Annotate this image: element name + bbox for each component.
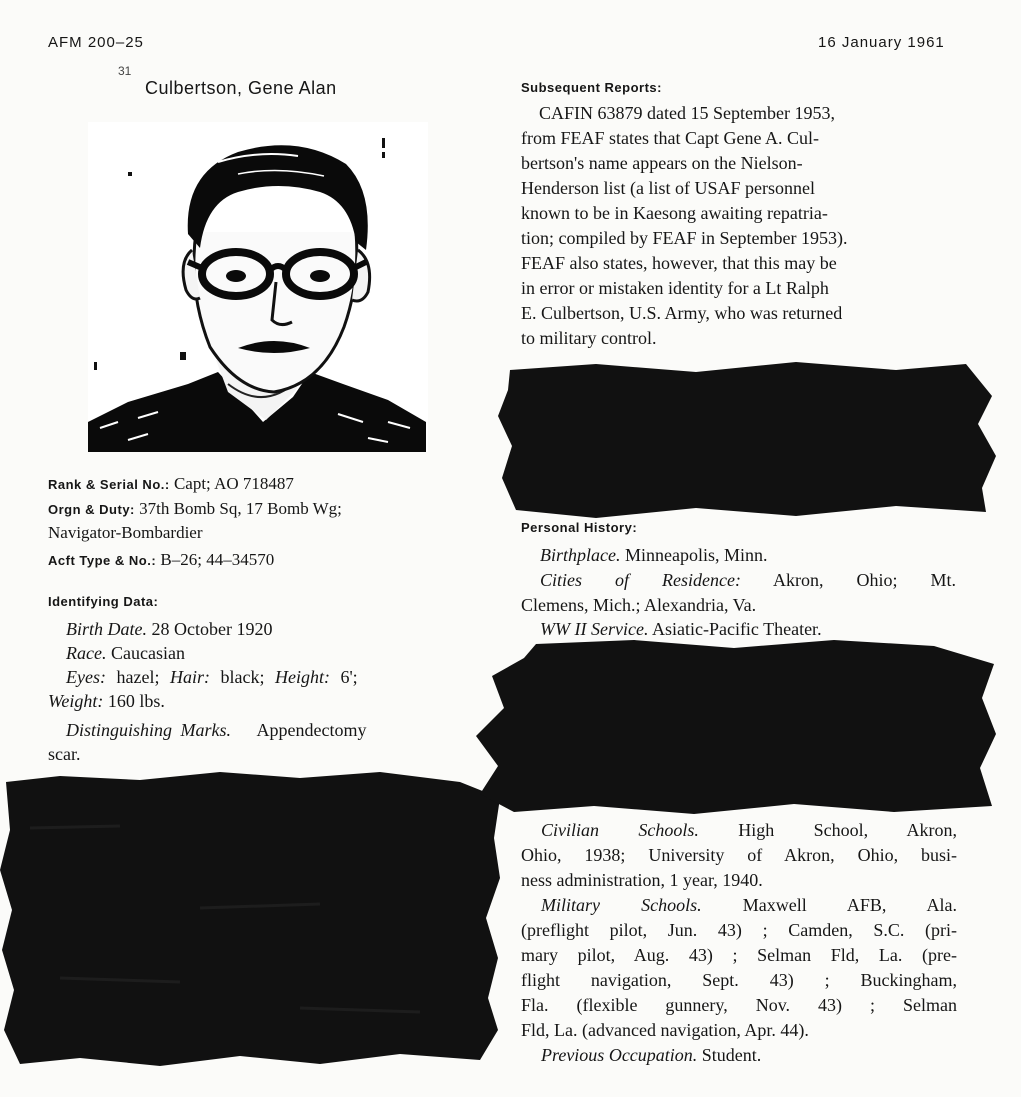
report-line: to military control. — [521, 328, 657, 348]
annotation-mark: 31 — [118, 64, 132, 78]
cities-of-residence-cont: Clemens, Mich.; Alexandria, Va. — [521, 595, 757, 615]
previous-occupation-value: Student. — [701, 1045, 762, 1065]
military-line: Fld, La. (advanced navigation, Apr. 44). — [521, 1020, 809, 1040]
civilian-line: ness administration, 1 year, 1940. — [521, 870, 763, 890]
rank-value: Capt; AO 718487 — [173, 474, 294, 493]
report-line: FEAF also states, however, that this may be — [521, 253, 837, 273]
previous-occupation-label: Previous Occupation. — [541, 1045, 698, 1065]
civilian-schools — [521, 818, 957, 893]
distinguishing-marks — [66, 718, 366, 743]
report-line: from FEAF states that Capt Gene A. Cul- — [521, 128, 819, 148]
organization-duty: Navigator-Bombardier — [48, 523, 203, 542]
organization-value: 37th Bomb Sq, 17 Bomb Wg; — [139, 499, 342, 518]
civilian-line: High School, Akron, — [738, 820, 957, 840]
military-line: (preflight pilot, Jun. 43) ; Camden, S.C. (pri- — [521, 920, 957, 940]
hair-label: Hair: — [169, 667, 210, 687]
military-schools — [521, 893, 957, 1043]
ww2-value: Asiatic-Pacific Theater. — [651, 619, 822, 639]
identifying-data-heading: Identifying Data: — [48, 594, 159, 609]
birth-date-label: Birth Date. — [66, 619, 147, 639]
eyes-value: hazel; — [116, 667, 160, 687]
military-line: mary pilot, Aug. 43) ; Selman Fld, La. (pre- — [521, 945, 957, 965]
report-line: in error or mistaken identity for a Lt Ralph — [521, 278, 829, 298]
weight — [48, 689, 165, 714]
distinguishing-marks-label: Distinguishing Marks. — [66, 720, 232, 740]
eyes-label: Eyes: — [66, 667, 106, 687]
report-line: bertson's name appears on the Nielson- — [521, 153, 803, 173]
distinguishing-marks-value: Appendectomy — [256, 720, 367, 740]
organization-label: Orgn & Duty: — [48, 502, 135, 517]
rank-serial-row — [48, 474, 294, 494]
ww2-label: WW II Service. — [540, 619, 649, 639]
redaction-block-right-1 — [496, 360, 998, 520]
document-date: 16 January 1961 — [818, 34, 945, 51]
report-line: E. Culbertson, U.S. Army, who was returned — [521, 303, 843, 323]
distinguishing-marks-cont: scar. — [48, 744, 81, 764]
report-line: known to be in Kaesong awaiting repatria- — [521, 203, 828, 223]
weight-label: Weight: — [48, 691, 104, 711]
birthplace-value: Minneapolis, Minn. — [624, 545, 768, 565]
subsequent-reports-heading: Subsequent Reports: — [521, 80, 662, 95]
cities-label: Cities of Residence: — [540, 570, 741, 590]
subject-photo — [88, 122, 428, 452]
subject-name: Culbertson, Gene Alan — [145, 78, 337, 98]
height-value: 6'; — [340, 667, 358, 687]
civilian-schools-label: Civilian Schools. — [541, 820, 699, 840]
military-line: Fla. (flexible gunnery, Nov. 43) ; Selman — [521, 995, 957, 1015]
birth-date — [66, 617, 272, 642]
subsequent-reports-text — [521, 101, 957, 351]
aircraft-label: Acft Type & No.: — [48, 553, 157, 568]
cities-of-residence — [540, 568, 956, 593]
military-line-first — [521, 893, 957, 918]
redaction-block-left — [0, 768, 502, 1068]
report-line: tion; compiled by FEAF in September 1953). — [521, 228, 848, 248]
height-label: Height: — [274, 667, 330, 687]
military-schools-label: Military Schools. — [541, 895, 702, 915]
race-label: Race. — [66, 643, 107, 663]
birthplace-label: Birthplace. — [540, 545, 621, 565]
race — [66, 641, 185, 666]
physical-description — [66, 665, 358, 690]
cities-value: Akron, Ohio; Mt. — [772, 570, 956, 590]
rank-label: Rank & Serial No.: — [48, 477, 170, 492]
birthplace — [540, 543, 767, 568]
report-line: Henderson list (a list of USAF personnel — [521, 178, 815, 198]
civilian-line-first — [521, 818, 957, 843]
redaction-block-right-2 — [474, 636, 1000, 818]
weight-value: 160 lbs. — [107, 691, 165, 711]
birth-date-value: 28 October 1920 — [151, 619, 273, 639]
race-value: Caucasian — [110, 643, 185, 663]
previous-occupation — [541, 1043, 761, 1068]
civilian-line: Ohio, 1938; University of Akron, Ohio, busi- — [521, 845, 957, 865]
form-number: AFM 200–25 — [48, 34, 144, 51]
military-line: flight navigation, Sept. 43) ; Buckingham, — [521, 970, 957, 990]
aircraft-value: B–26; 44–34570 — [160, 550, 275, 569]
military-line: Maxwell AFB, Ala. — [742, 895, 957, 915]
aircraft-row — [48, 550, 274, 570]
organization-row — [48, 499, 342, 519]
hair-value: black; — [220, 667, 265, 687]
personal-history-heading: Personal History: — [521, 520, 638, 535]
report-line: CAFIN 63879 dated 15 September 1953, — [539, 103, 835, 123]
